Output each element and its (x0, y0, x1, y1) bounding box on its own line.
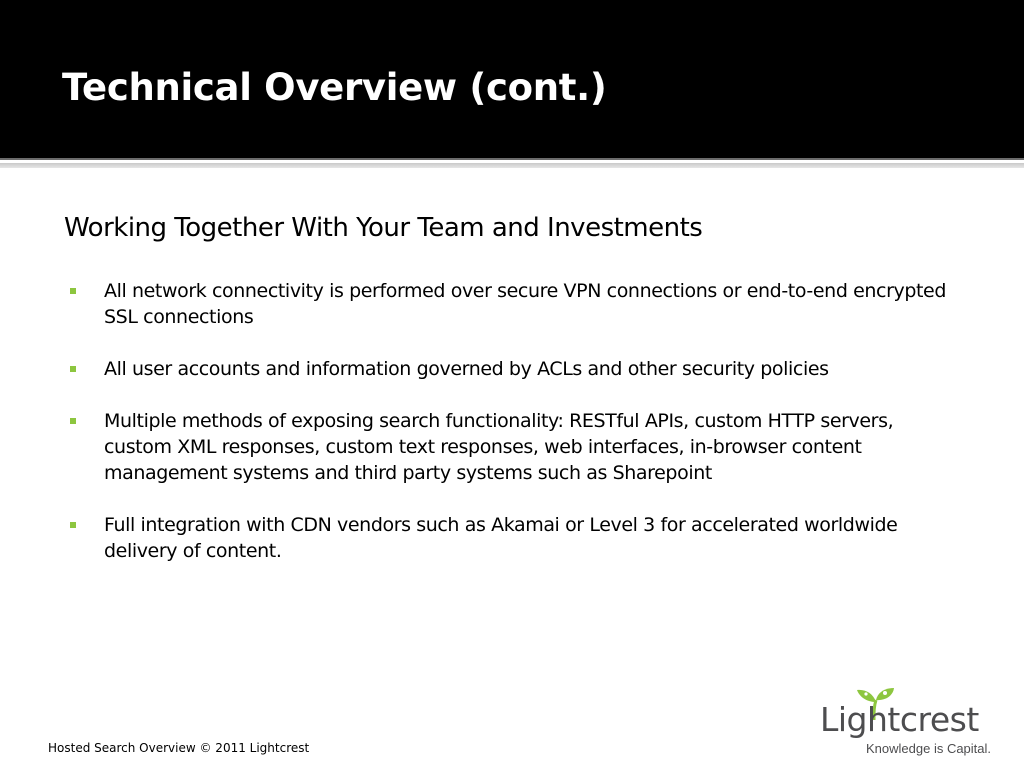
bullet-item (70, 408, 950, 486)
square-bullet-icon (70, 522, 76, 528)
bullet-item (70, 512, 950, 564)
logo-tagline: Knowledge is Capital. (866, 741, 992, 756)
slide-subtitle: Working Together With Your Team and Investments (64, 213, 703, 243)
square-bullet-icon (70, 366, 76, 372)
slide-footer: Hosted Search Overview © 2011 Lightcrest (48, 741, 310, 755)
bullet-item (70, 356, 950, 382)
logo-wordmark: Lightcrest (820, 700, 979, 739)
bullet-list (70, 278, 950, 590)
title-divider (0, 158, 1024, 168)
slide-title: Technical Overview (cont.) (62, 66, 607, 109)
bullet-text: All user accounts and information governed by ACLs and other security policies (104, 358, 829, 380)
company-logo (818, 686, 1008, 762)
square-bullet-icon (70, 288, 76, 294)
square-bullet-icon (70, 418, 76, 424)
bullet-text: All network connectivity is performed over secure VPN connections or end-to-end encrypted SSL connections (104, 280, 947, 328)
bullet-text: Full integration with CDN vendors such as Akamai or Level 3 for accelerated worldwide delivery of content. (104, 514, 898, 562)
bullet-text: Multiple methods of exposing search functionality: RESTful APIs, custom HTTP servers, custom XML responses, custom text responses, web interfaces, in-browser content management systems and third party systems such as Sharepoint (104, 410, 894, 484)
bullet-item (70, 278, 950, 330)
